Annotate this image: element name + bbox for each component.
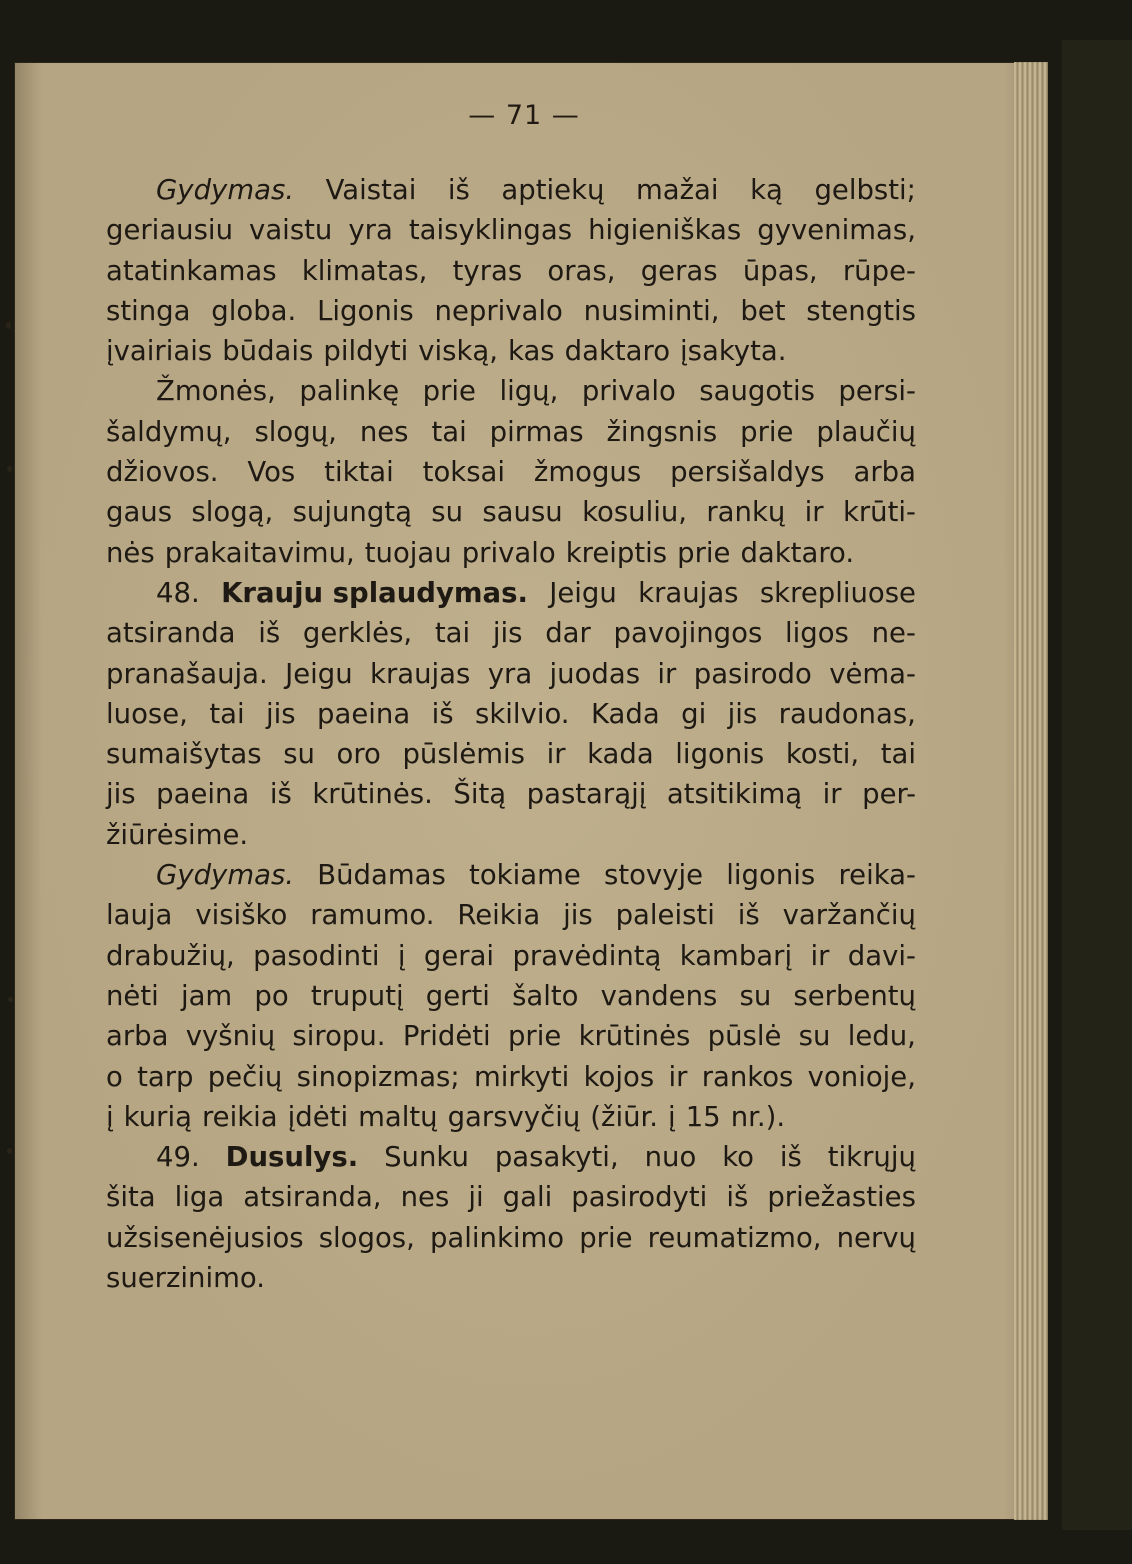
text-line (106, 371, 916, 411)
word: taisyklingas (408, 214, 573, 247)
word: nes (400, 1181, 450, 1214)
word: neprivalo (434, 294, 563, 327)
word: Reikia (457, 899, 541, 932)
word: gerklės, (302, 617, 413, 650)
word: ligonis (675, 738, 765, 771)
word: aptiekų (501, 174, 605, 206)
word: kurią (123, 1100, 192, 1133)
word: per- (862, 778, 916, 811)
word: užsisenėjusios (106, 1221, 304, 1254)
word: siropu. (292, 1020, 386, 1053)
word: jis (492, 617, 523, 650)
text-line (106, 1177, 916, 1217)
word: reika- (838, 859, 916, 892)
word: privalo (461, 536, 556, 569)
text-line (106, 452, 916, 492)
word: iš (726, 1181, 749, 1214)
text-line (106, 412, 916, 452)
word: krūtinės. (312, 778, 433, 811)
word: pavojingos (613, 617, 763, 650)
text-line (106, 734, 916, 774)
text-line (106, 492, 916, 532)
word: luose, (106, 697, 188, 730)
word: ir (822, 778, 842, 811)
word: daktaro. (740, 536, 855, 569)
word: tokiame (469, 859, 581, 892)
word: jam (180, 979, 233, 1012)
word: ūpas, (742, 254, 818, 287)
word: sinopizmas; (296, 1060, 460, 1093)
word: pasirodyti (571, 1181, 708, 1214)
word: Būdamas (317, 859, 446, 892)
word: šalto (512, 979, 579, 1012)
word: pastarąjį (526, 778, 647, 811)
word: ledu, (847, 1020, 916, 1053)
text-line (106, 1057, 916, 1097)
text-line (106, 573, 916, 613)
word: pravėdintą (512, 939, 662, 972)
word: geriausiu (106, 214, 233, 247)
word: Dusulys. (225, 1141, 359, 1174)
word: su (431, 496, 464, 529)
word: būdais (222, 335, 314, 368)
word: kambarį (679, 939, 793, 972)
word: paeina (156, 778, 250, 811)
word: gali (502, 1181, 553, 1214)
word: prie (579, 1221, 633, 1254)
word: garsvyčių (447, 1100, 581, 1133)
text-line (106, 291, 916, 331)
word: vaistu (249, 214, 333, 247)
word: serbentų (793, 979, 916, 1012)
word: ir (657, 657, 677, 690)
word: pečių (207, 1060, 283, 1093)
word: ji (468, 1181, 484, 1214)
word: gyvenimas, (757, 214, 916, 247)
word: daktaro (564, 335, 671, 368)
word: pildyti (323, 335, 409, 368)
word: priežasties (767, 1181, 916, 1214)
text-line (106, 976, 916, 1016)
word: žingsnis (606, 415, 718, 448)
word: varžančių (782, 899, 916, 932)
word: kojos (583, 1060, 655, 1093)
word: raudonas, (778, 697, 916, 730)
word: prie (740, 415, 794, 448)
word: iš (431, 697, 454, 730)
word: slogų, (254, 415, 337, 448)
margin-speck (7, 466, 12, 472)
word: gerti (425, 979, 490, 1012)
paragraph-section-49 (106, 1137, 916, 1298)
word: prie (422, 375, 476, 408)
word: slogos, (318, 1221, 415, 1254)
word: visiško (195, 899, 288, 932)
text-line (106, 170, 916, 210)
text-line (106, 774, 916, 814)
word: stengtis (806, 294, 916, 327)
word: truputį (310, 979, 404, 1012)
word: vonioje, (807, 1060, 916, 1093)
word: iš (447, 174, 470, 206)
word: ligų, (499, 375, 559, 408)
word: arba (106, 1020, 169, 1053)
word: iš (258, 617, 281, 650)
word: globa. (211, 294, 297, 327)
paragraph-section-48 (106, 573, 916, 855)
word: atsitikimą (666, 778, 803, 811)
word: tikrųjų (827, 1141, 916, 1174)
word: žmogus (533, 456, 642, 489)
word: toksai (422, 456, 506, 489)
word: nėti (106, 979, 159, 1012)
word: yra (348, 214, 393, 247)
word: persi- (838, 375, 916, 408)
word: į (397, 939, 406, 972)
word: Gydymas. (156, 174, 295, 206)
word: prie (677, 536, 731, 569)
word: kreiptis (565, 536, 668, 569)
word: tai (880, 738, 916, 771)
word: 15 (685, 1100, 721, 1133)
word: jis (266, 697, 296, 730)
paragraph-gydymas-1 (106, 170, 916, 371)
text-line (106, 1258, 916, 1298)
word: žiūrėsime. (106, 818, 249, 851)
word: prakaitavimu, (164, 536, 355, 569)
word: tuojau (364, 536, 452, 569)
margin-speck (6, 322, 11, 329)
body-text (106, 170, 916, 1298)
word: su (798, 1020, 831, 1053)
word: tarp (137, 1060, 194, 1093)
word: pasodinti (253, 939, 380, 972)
word: plaučių (816, 415, 916, 448)
word: 48. (156, 576, 200, 609)
word: Jeigu (549, 576, 617, 609)
word: džiovos. (106, 456, 219, 489)
word: po (254, 979, 289, 1012)
word: vėma- (829, 657, 916, 690)
word: su (283, 738, 315, 771)
word: ramumo. (310, 899, 435, 932)
word: tiktai (324, 456, 394, 489)
word: paleisti (615, 899, 715, 932)
word: arba (853, 456, 916, 489)
word: yra (487, 657, 533, 690)
text-line (106, 654, 916, 694)
word: juodas (549, 657, 641, 690)
word: ką (750, 174, 783, 206)
word: pirmas (489, 415, 584, 448)
word: prie (507, 1020, 562, 1053)
word: tai (209, 697, 245, 730)
word: gi (681, 697, 707, 730)
word: į (106, 1100, 114, 1133)
text-line (106, 936, 916, 976)
word: mažai (635, 174, 719, 206)
word: bet (740, 294, 786, 327)
word: iš (779, 1141, 802, 1174)
word: ko (722, 1141, 754, 1174)
text-line (106, 331, 916, 371)
word: ir (546, 738, 566, 771)
word: atsiranda (106, 617, 236, 650)
word: Pridėti (402, 1020, 491, 1053)
word: atsiranda, (243, 1181, 382, 1214)
word: įsakyta. (680, 335, 787, 368)
word: įdėti (287, 1100, 349, 1133)
word: pūslėmis (402, 738, 525, 771)
paragraph-gydymas-2 (106, 855, 916, 1137)
word: Gydymas. (156, 859, 295, 892)
word: rankos (701, 1060, 794, 1093)
word: kas (508, 335, 555, 368)
word: suerzinimo. (106, 1262, 265, 1295)
word: vyšnių (185, 1020, 276, 1053)
word: stovyje (604, 859, 704, 892)
word: lauja (106, 899, 173, 932)
word: tyras (452, 254, 523, 287)
word: persišaldys (670, 456, 825, 489)
margin-speck (8, 997, 13, 1002)
word: palinkę (299, 375, 400, 408)
text-line (106, 251, 916, 291)
word: drabužių, (106, 939, 235, 972)
word: nr.). (730, 1100, 786, 1133)
word: tai (431, 415, 467, 448)
word: Ligonis (317, 294, 414, 327)
word: nuo (644, 1141, 697, 1174)
word: mirkyti (473, 1060, 570, 1093)
word: tai (434, 617, 471, 650)
word: 49. (156, 1141, 200, 1174)
word: sausu (482, 496, 563, 529)
word: nusiminti, (583, 294, 720, 327)
word: slogą, (191, 496, 274, 529)
word: Kada (590, 697, 660, 730)
word: kosti, (785, 738, 860, 771)
word: dar (545, 617, 591, 650)
word: Jeigu (285, 657, 353, 690)
word: sujungtą (292, 496, 412, 529)
text-line (106, 533, 916, 573)
text-line (106, 1218, 916, 1258)
word: krūti- (842, 496, 916, 529)
word: į (668, 1100, 676, 1133)
word: maltų (358, 1100, 438, 1133)
word: sumaišytas (106, 738, 262, 771)
page-sheet (14, 62, 1048, 1520)
text-line (106, 694, 916, 734)
word: su (739, 979, 772, 1012)
text-line (106, 210, 916, 250)
word: šaldymų, (106, 415, 232, 448)
word: reumatizmo, (647, 1221, 822, 1254)
word: ir (668, 1060, 688, 1093)
word: Sunku (384, 1141, 469, 1174)
word: vandens (600, 979, 718, 1012)
word: nės (106, 536, 155, 569)
text-line (106, 1097, 916, 1137)
word: iš (269, 778, 292, 811)
word: viską, (418, 335, 499, 368)
word: ir (804, 496, 824, 529)
word: krūtinės (578, 1020, 691, 1053)
word: ir (810, 939, 830, 972)
word: higieniškas (588, 214, 742, 247)
word: liga (174, 1181, 225, 1214)
word: rankų (706, 496, 786, 529)
word: o (106, 1060, 123, 1093)
word: atatinkamas (106, 254, 277, 287)
word: iš (737, 899, 760, 932)
word: pranašauja. (106, 657, 268, 690)
text-line (106, 1137, 916, 1177)
word: pasakyti, (494, 1141, 619, 1174)
word: kada (587, 738, 654, 771)
word: nes (359, 415, 409, 448)
margin-speck (7, 1148, 12, 1154)
word: oras, (547, 254, 616, 287)
word: kraujas (370, 657, 471, 690)
text-line (106, 855, 916, 895)
word: Krauju splaudymas. (221, 576, 528, 609)
word: ne- (871, 617, 916, 650)
word: jis (727, 697, 758, 730)
word: geras (640, 254, 718, 287)
word: Vos (247, 456, 296, 489)
word: skilvio. (475, 697, 570, 730)
page-number: — 71 — (468, 100, 580, 131)
word: jis (106, 778, 136, 811)
word: kraujas (638, 576, 739, 609)
word: gerai (423, 939, 495, 972)
word: gaus (106, 496, 173, 529)
word: davi- (847, 939, 916, 972)
text-line (106, 1016, 916, 1056)
word: ligonis (726, 859, 816, 892)
word: kosuliu, (582, 496, 688, 529)
word: įvairiais (106, 335, 213, 368)
word: (žiūr. (590, 1100, 659, 1133)
word: paeina (317, 697, 411, 730)
text-line (106, 895, 916, 935)
text-line (106, 815, 916, 855)
page-stack-edges (1014, 62, 1048, 1520)
word: reikia (201, 1100, 278, 1133)
word: skrepliuose (759, 576, 916, 609)
word: šita (106, 1181, 156, 1214)
word: palinkimo (429, 1221, 565, 1254)
word: rūpe- (842, 254, 916, 287)
word: oro (336, 738, 381, 771)
word: Žmonės, (156, 375, 276, 408)
text-line (106, 613, 916, 653)
word: Šitą (453, 778, 507, 811)
word: stinga (106, 294, 191, 327)
word: gelbsti; (814, 174, 916, 206)
word: pūslė (707, 1020, 782, 1053)
book-cover-edge (1062, 40, 1132, 1530)
word: saugotis (699, 375, 815, 408)
word: klimatas, (301, 254, 428, 287)
word: privalo (581, 375, 676, 408)
word: pasirodo (693, 657, 812, 690)
word: jis (563, 899, 593, 932)
word: nervų (836, 1221, 916, 1254)
word: Vaistai (325, 174, 417, 206)
paragraph-zmones (106, 371, 916, 572)
word: ligos (785, 617, 849, 650)
